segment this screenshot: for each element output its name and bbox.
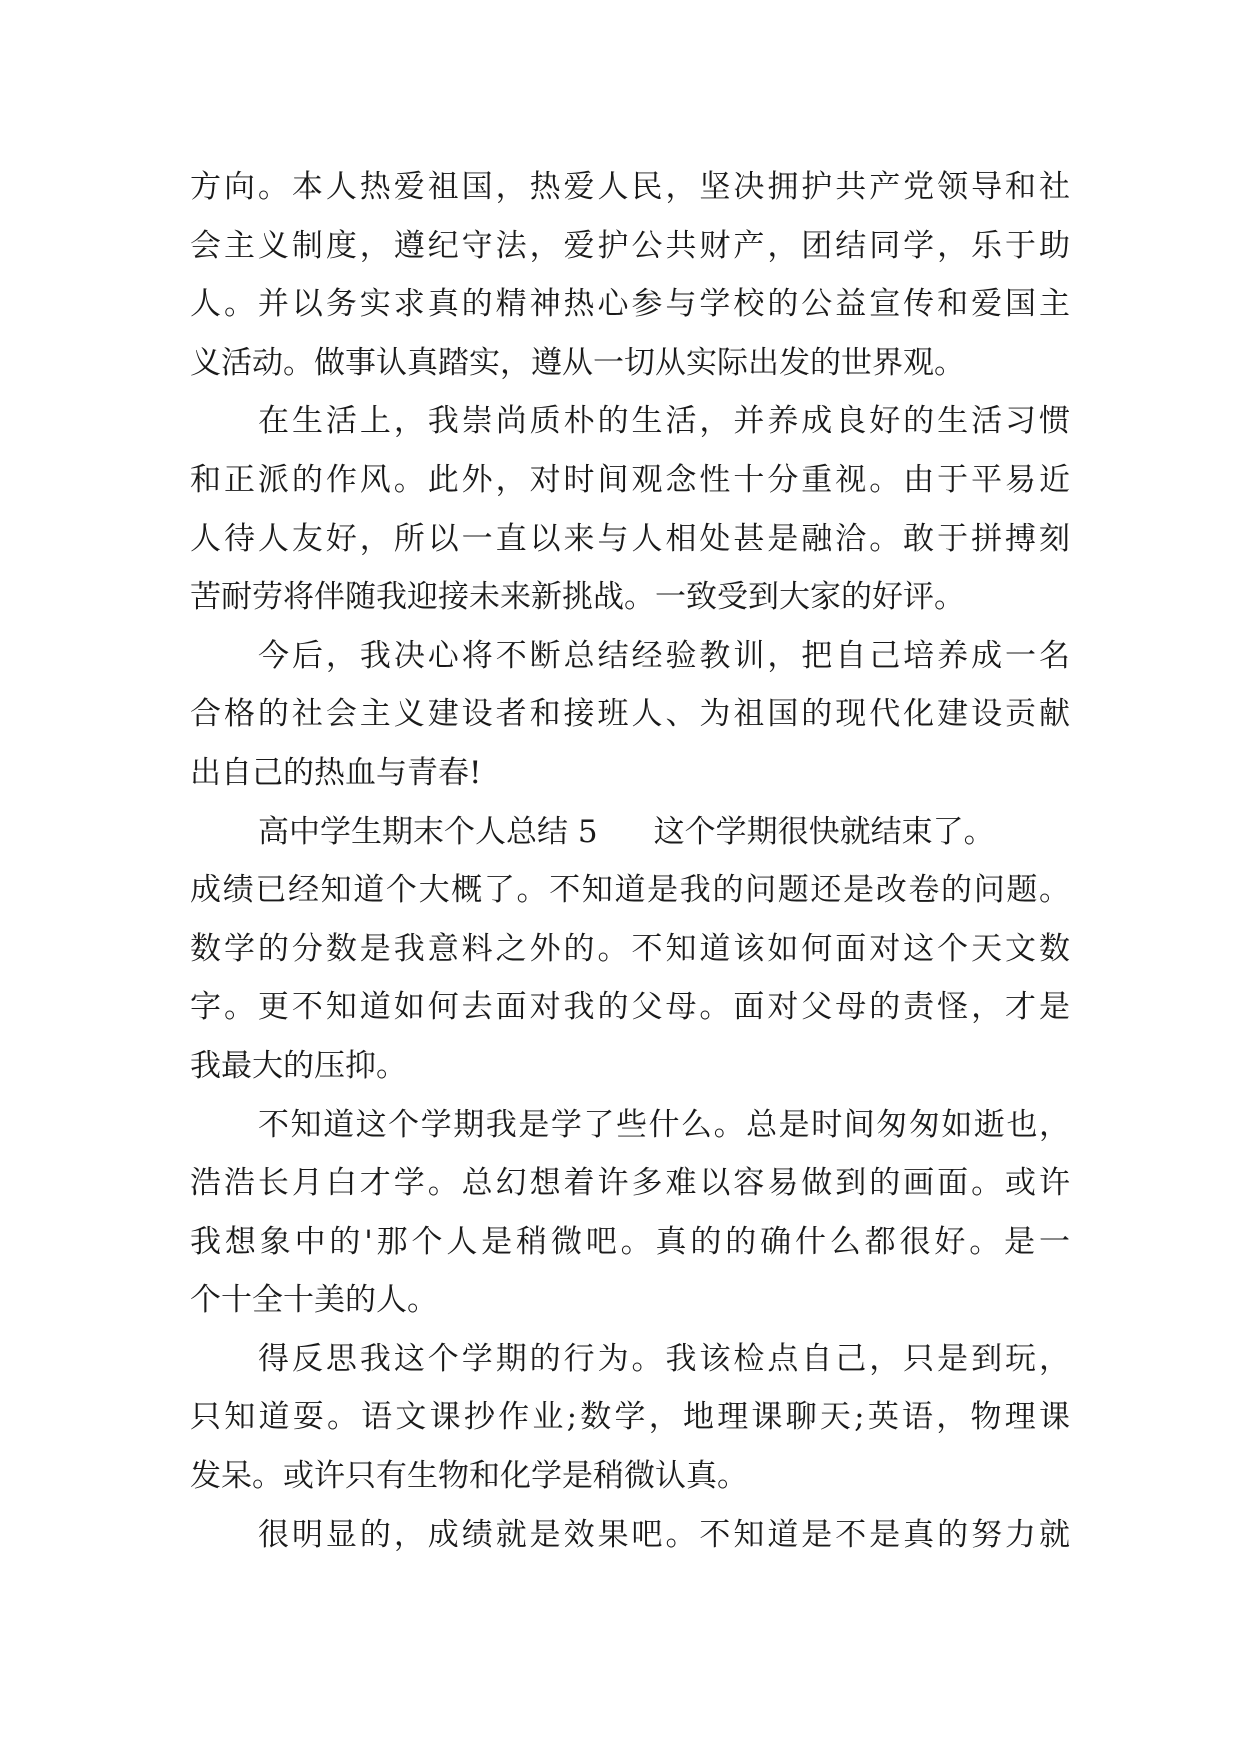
text-line: 和正派的作风。此外，对时间观念性十分重视。由于平易近 (190, 461, 1070, 498)
text-line: 只知道耍。语文课抄作业;数学，地理课聊天;英语，物理课 (190, 1399, 1070, 1436)
text-line: 人待人友好，所以一直以来与人相处甚是融洽。敢于拼搏刻 (190, 520, 1070, 557)
text-line: 方向。本人热爱祖国，热爱人民，坚决拥护共产党领导和社 (190, 169, 1070, 205)
text-line: 数学的分数是我意料之外的。不知道该如何面对这个天文数 (190, 930, 1070, 967)
text-line: 义活动。做事认真踏实，遵从一切从实际出发的世界观。 (190, 344, 965, 381)
text-line: 发呆。或许只有生物和化学是稍微认真。 (190, 1458, 748, 1495)
body-text (190, 158, 1070, 1564)
text-line: 不知道这个学期我是学了些什么。总是时间匆匆如逝也， (258, 1106, 1070, 1143)
text-line: 这个学期很快就结束了。 (653, 813, 995, 850)
text-line: 苦耐劳将伴随我迎接未来新挑战。一致受到大家的好评。 (190, 579, 965, 616)
text-line: 浩浩长月白才学。总幻想着许多难以容易做到的画面。或许 (190, 1165, 1070, 1202)
text-line: 在生活上，我崇尚质朴的生活，并养成良好的生活习惯 (258, 403, 1070, 440)
text-line: 个十全十美的人。 (190, 1282, 438, 1319)
text-line: 很明显的，成绩就是效果吧。不知道是不是真的努力就 (258, 1516, 1070, 1553)
text-line: 字。更不知道如何去面对我的父母。面对父母的责怪，才是 (190, 989, 1070, 1026)
text-line: 成绩已经知道个大概了。不知道是我的问题还是改卷的问题。 (190, 872, 1070, 909)
text-line: 合格的社会主义建设者和接班人、为祖国的现代化建设贡献 (190, 696, 1070, 733)
text-line: 今后，我决心将不断总结经验教训，把自己培养成一名 (258, 637, 1070, 674)
text-line: 我想象中的'那个人是稍微吧。真的的确什么都很好。是一 (190, 1223, 1070, 1260)
section-heading-line (190, 803, 1070, 862)
text-line: 人。并以务实求真的精神热心参与学校的公益宣传和爱国主 (190, 286, 1070, 323)
text-line: 我最大的压抑。 (190, 1047, 407, 1084)
text-line: 得反思我这个学期的行为。我该检点自己，只是到玩， (258, 1340, 1070, 1377)
text-line: 会主义制度，遵纪守法，爱护公共财产，团结同学，乐于助 (190, 227, 1070, 264)
text-line: 出自己的热血与青春! (190, 754, 482, 791)
section-heading: 高中学生期末个人总结 5 (258, 813, 598, 850)
